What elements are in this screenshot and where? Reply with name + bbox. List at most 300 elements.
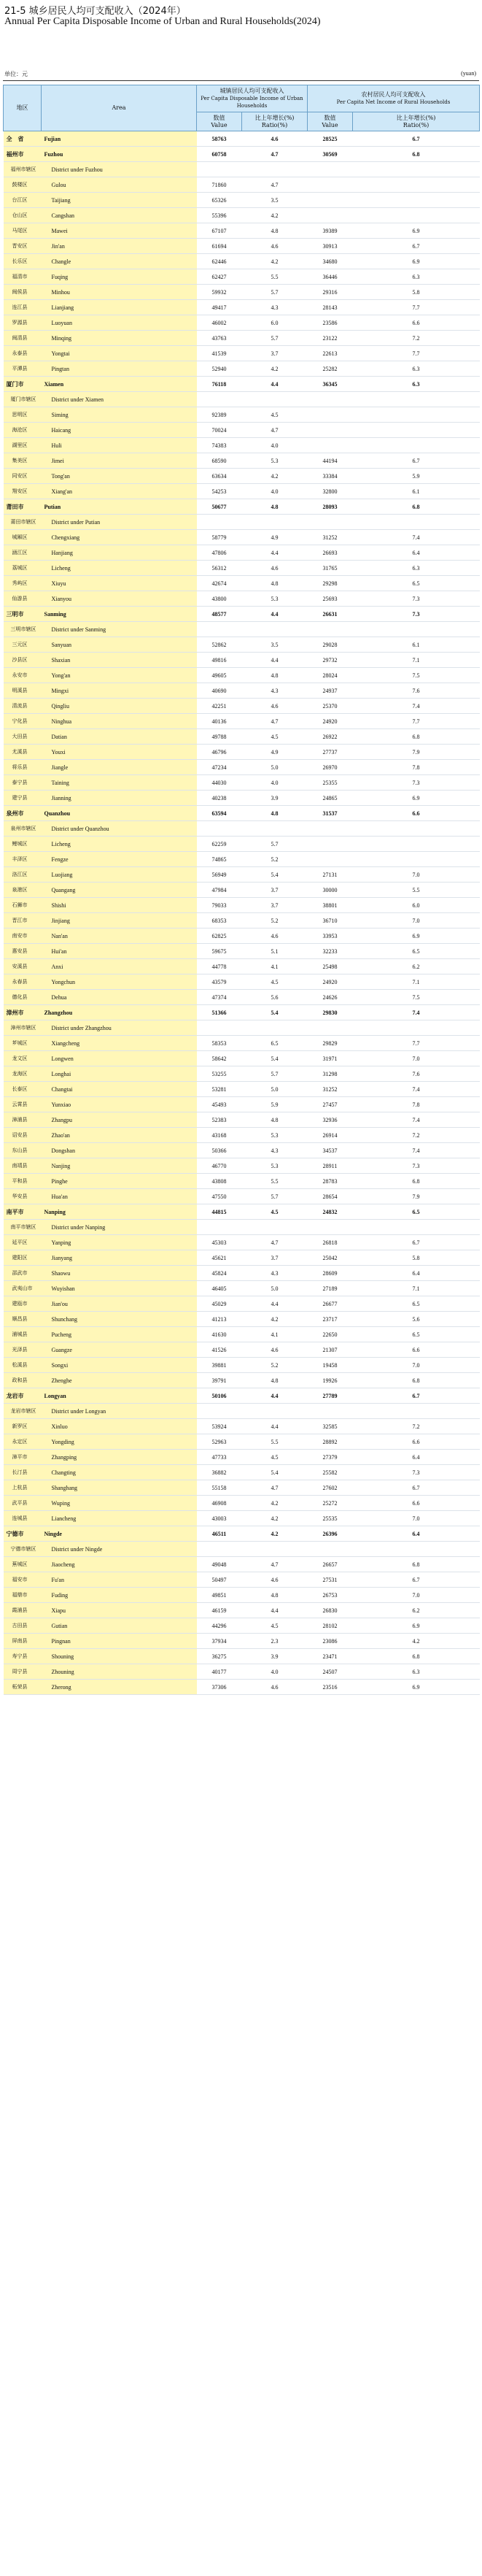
county-row [4, 1618, 480, 1634]
region-name-chinese: 南平市 [4, 1204, 42, 1220]
urban-growth-ratio: 5.7 [242, 837, 308, 852]
urban-income-value: 47234 [197, 760, 242, 775]
region-name-english: Gulou [42, 177, 197, 193]
urban-growth-ratio: 4.9 [242, 530, 308, 545]
urban-income-value: 68590 [197, 453, 242, 469]
urban-growth-ratio: 4.8 [242, 223, 308, 239]
urban-income-value: 76118 [197, 377, 242, 392]
urban-income-value [197, 821, 242, 837]
rural-income-value: 27379 [308, 1450, 353, 1465]
urban-growth-ratio: 5.4 [242, 1465, 308, 1480]
urban-growth-ratio: 4.8 [242, 1588, 308, 1603]
rural-growth-ratio [353, 177, 480, 193]
region-name-chinese: 安溪县 [4, 959, 42, 974]
urban-growth-ratio: 5.3 [242, 1158, 308, 1174]
rural-income-value: 25272 [308, 1496, 353, 1511]
region-name-english: District under Xiamen [42, 392, 197, 407]
rural-income-value: 34680 [308, 254, 353, 269]
county-row [4, 913, 480, 928]
region-name-english: Ninghua [42, 714, 197, 729]
rural-growth-ratio: 7.8 [353, 760, 480, 775]
urban-income-value: 46002 [197, 315, 242, 331]
county-row [4, 745, 480, 760]
urban-growth-ratio: 5.0 [242, 1281, 308, 1296]
urban-income-value: 58763 [197, 131, 242, 147]
county-row [4, 1296, 480, 1312]
urban-income-value: 41526 [197, 1342, 242, 1358]
county-row [4, 1588, 480, 1603]
county-row [4, 775, 480, 791]
region-name-chinese: 光泽县 [4, 1342, 42, 1358]
county-row [4, 269, 480, 285]
urban-income-value: 59932 [197, 285, 242, 300]
rural-growth-ratio: 6.3 [353, 269, 480, 285]
rural-income-value: 24920 [308, 974, 353, 990]
region-name-chinese: 新罗区 [4, 1419, 42, 1434]
rural-growth-ratio: 6.6 [353, 1342, 480, 1358]
rural-income-value: 26631 [308, 607, 353, 622]
region-name-chinese: 武平县 [4, 1496, 42, 1511]
urban-growth-ratio: 4.2 [242, 1526, 308, 1542]
urban-growth-ratio: 3.7 [242, 883, 308, 898]
rural-growth-ratio: 6.3 [353, 1664, 480, 1680]
rural-income-value: 24626 [308, 990, 353, 1005]
rural-income-value [308, 193, 353, 208]
urban-income-value: 40690 [197, 683, 242, 699]
region-name-chinese: 龙海区 [4, 1066, 42, 1082]
rural-income-value: 36345 [308, 377, 353, 392]
urban-growth-ratio [242, 515, 308, 530]
urban-income-value: 40238 [197, 791, 242, 806]
region-name-chinese: 全 省 [4, 131, 42, 147]
district-group-row [4, 392, 480, 407]
region-name-english: Yong'an [42, 668, 197, 683]
region-name-english: District under Nanping [42, 1220, 197, 1235]
urban-growth-ratio: 4.3 [242, 683, 308, 699]
region-name-english: Zhenghe [42, 1373, 197, 1388]
county-row [4, 1281, 480, 1296]
urban-growth-ratio: 5.7 [242, 331, 308, 346]
rural-income-value: 28609 [308, 1266, 353, 1281]
region-name-chinese: 永定区 [4, 1434, 42, 1450]
region-name-english: Nanping [42, 1204, 197, 1220]
region-name-english: Zherong [42, 1680, 197, 1695]
rural-income-value: 31298 [308, 1066, 353, 1082]
rural-growth-ratio: 6.9 [353, 1680, 480, 1695]
urban-growth-ratio: 4.5 [242, 974, 308, 990]
urban-growth-ratio: 5.6 [242, 990, 308, 1005]
urban-growth-ratio: 4.6 [242, 1680, 308, 1695]
county-row [4, 1066, 480, 1082]
rural-growth-ratio: 6.5 [353, 1327, 480, 1342]
rural-growth-ratio: 7.7 [353, 300, 480, 315]
table-title-chinese: 21-5 城乡居民人均可支配收入（2024年） [4, 6, 186, 17]
top-rule [3, 80, 479, 81]
urban-growth-ratio: 4.6 [242, 131, 308, 147]
region-name-chinese: 霞浦县 [4, 1603, 42, 1618]
urban-income-value: 58353 [197, 1036, 242, 1051]
urban-growth-ratio: 4.8 [242, 1112, 308, 1128]
urban-income-value: 59675 [197, 944, 242, 959]
rural-income-value: 26970 [308, 760, 353, 775]
region-name-english: Jiangle [42, 760, 197, 775]
region-name-chinese: 秀屿区 [4, 576, 42, 591]
rural-growth-ratio: 6.6 [353, 1434, 480, 1450]
rural-growth-ratio: 6.7 [353, 1388, 480, 1404]
rural-income-value: 25282 [308, 361, 353, 377]
rural-growth-ratio: 7.4 [353, 1005, 480, 1020]
rural-income-value: 44194 [308, 453, 353, 469]
urban-income-value: 37306 [197, 1680, 242, 1695]
urban-income-value: 43808 [197, 1174, 242, 1189]
region-name-chinese: 顺昌县 [4, 1312, 42, 1327]
table-title-english: Annual Per Capita Disposable Income of Urban and Rural Households(2024) [4, 16, 321, 27]
region-name-english: Xiuyu [42, 576, 197, 591]
rural-growth-ratio: 7.0 [353, 867, 480, 883]
rural-income-value: 28911 [308, 1158, 353, 1174]
region-header-chinese: 地区 [4, 85, 42, 131]
rural-growth-ratio: 4.2 [353, 1634, 480, 1649]
region-name-chinese: 武夷山市 [4, 1281, 42, 1296]
county-row [4, 576, 480, 591]
region-name-english: Yongtai [42, 346, 197, 361]
rural-income-value: 36446 [308, 269, 353, 285]
urban-growth-ratio: 3.9 [242, 1649, 308, 1664]
rural-income-value: 25693 [308, 591, 353, 607]
urban-income-value: 68353 [197, 913, 242, 928]
urban-growth-ratio: 4.3 [242, 1266, 308, 1281]
region-name-english: Yongchun [42, 974, 197, 990]
urban-growth-ratio: 3.7 [242, 898, 308, 913]
rural-growth-ratio: 6.9 [353, 791, 480, 806]
rural-growth-ratio: 6.1 [353, 484, 480, 499]
region-name-english: Dongshan [42, 1143, 197, 1158]
rural-income-value: 28783 [308, 1174, 353, 1189]
region-name-english: Fuding [42, 1588, 197, 1603]
rural-growth-ratio [353, 622, 480, 637]
region-name-chinese: 东山县 [4, 1143, 42, 1158]
urban-growth-ratio [242, 162, 308, 177]
region-name-chinese: 永安市 [4, 668, 42, 683]
region-name-english: District under Sanming [42, 622, 197, 637]
urban-income-value: 49417 [197, 300, 242, 315]
urban-income-value [197, 1020, 242, 1036]
rural-income-value [308, 407, 353, 423]
rural-growth-ratio: 7.7 [353, 346, 480, 361]
region-name-english: Fuqing [42, 269, 197, 285]
urban-growth-ratio: 5.9 [242, 1097, 308, 1112]
urban-income-value: 52940 [197, 361, 242, 377]
region-name-chinese: 福安市 [4, 1572, 42, 1588]
urban-income-value: 44296 [197, 1618, 242, 1634]
region-name-english: Longhai [42, 1066, 197, 1082]
rural-income-value: 26830 [308, 1603, 353, 1618]
rural-income-value: 22613 [308, 346, 353, 361]
urban-growth-ratio: 5.4 [242, 1005, 308, 1020]
urban-income-value: 60758 [197, 147, 242, 162]
rural-income-value: 27189 [308, 1281, 353, 1296]
rural-income-value: 25498 [308, 959, 353, 974]
urban-income-value: 62446 [197, 254, 242, 269]
region-name-chinese: 石狮市 [4, 898, 42, 913]
region-name-chinese: 闽清县 [4, 331, 42, 346]
rural-income-value: 29028 [308, 637, 353, 653]
urban-income-value: 41539 [197, 346, 242, 361]
urban-income-value: 74865 [197, 852, 242, 867]
rural-growth-ratio [353, 515, 480, 530]
region-name-chinese: 南平市辖区 [4, 1220, 42, 1235]
region-name-chinese: 泉州市 [4, 806, 42, 821]
urban-income-value [197, 162, 242, 177]
rural-income-value [308, 821, 353, 837]
urban-growth-ratio: 3.7 [242, 1250, 308, 1266]
rural-income-value: 26693 [308, 545, 353, 561]
county-row [4, 729, 480, 745]
urban-growth-ratio: 4.8 [242, 806, 308, 821]
urban-income-value: 43168 [197, 1128, 242, 1143]
region-name-english: District under Fuzhou [42, 162, 197, 177]
county-row [4, 407, 480, 423]
urban-growth-ratio: 4.8 [242, 576, 308, 591]
rural-growth-ratio: 6.4 [353, 545, 480, 561]
region-name-english: Hui'an [42, 944, 197, 959]
rural-growth-ratio: 7.3 [353, 1465, 480, 1480]
rural-growth-ratio: 7.4 [353, 530, 480, 545]
rural-growth-ratio [353, 392, 480, 407]
rural-income-value [308, 423, 353, 438]
region-name-english: Fuzhou [42, 147, 197, 162]
county-row [4, 637, 480, 653]
region-name-chinese: 延平区 [4, 1235, 42, 1250]
urban-growth-ratio: 4.2 [242, 208, 308, 223]
rural-growth-ratio: 7.9 [353, 1189, 480, 1204]
region-name-chinese: 明溪县 [4, 683, 42, 699]
county-row [4, 1634, 480, 1649]
urban-income-value: 51366 [197, 1005, 242, 1020]
urban-income-value: 67107 [197, 223, 242, 239]
urban-growth-ratio: 4.5 [242, 1450, 308, 1465]
rural-growth-ratio: 7.0 [353, 913, 480, 928]
rural-income-value: 28525 [308, 131, 353, 147]
rural-income-value: 28102 [308, 1618, 353, 1634]
region-name-chinese: 晋江市 [4, 913, 42, 928]
urban-income-value: 63594 [197, 806, 242, 821]
urban-income-value [197, 1404, 242, 1419]
region-name-english: Youxi [42, 745, 197, 760]
region-name-english: Longyan [42, 1388, 197, 1404]
county-row [4, 1266, 480, 1281]
region-name-english: Changtai [42, 1082, 197, 1097]
region-name-english: Quanzhou [42, 806, 197, 821]
rural-growth-ratio: 6.4 [353, 1526, 480, 1542]
region-name-chinese: 莆田市 [4, 499, 42, 515]
urban-income-value: 53255 [197, 1066, 242, 1082]
urban-growth-ratio: 3.7 [242, 346, 308, 361]
rural-income-value: 32936 [308, 1112, 353, 1128]
urban-income-value: 45824 [197, 1266, 242, 1281]
rural-growth-ratio: 6.4 [353, 1266, 480, 1281]
urban-income-value: 52383 [197, 1112, 242, 1128]
region-name-english: Xiapu [42, 1603, 197, 1618]
rural-growth-ratio: 7.4 [353, 699, 480, 714]
rural-income-value: 23717 [308, 1312, 353, 1327]
district-group-row [4, 821, 480, 837]
region-name-chinese: 翔安区 [4, 484, 42, 499]
rural-growth-ratio: 6.6 [353, 806, 480, 821]
urban-income-value: 79033 [197, 898, 242, 913]
rural-income-value [308, 392, 353, 407]
rural-growth-ratio: 7.5 [353, 990, 480, 1005]
urban-growth-ratio: 5.2 [242, 852, 308, 867]
county-row [4, 1450, 480, 1465]
region-name-chinese: 泰宁县 [4, 775, 42, 791]
rural-income-value: 24832 [308, 1204, 353, 1220]
rural-income-value: 31252 [308, 1082, 353, 1097]
urban-income-value: 43800 [197, 591, 242, 607]
rural-income-value: 31252 [308, 530, 353, 545]
urban-income-value: 46405 [197, 1281, 242, 1296]
rural-growth-ratio: 7.2 [353, 1419, 480, 1434]
county-row [4, 1373, 480, 1388]
urban-growth-ratio: 5.5 [242, 1174, 308, 1189]
region-name-chinese: 龙文区 [4, 1051, 42, 1066]
region-name-english: Hua'an [42, 1189, 197, 1204]
county-row [4, 346, 480, 361]
region-name-chinese: 同安区 [4, 469, 42, 484]
region-name-chinese: 宁化县 [4, 714, 42, 729]
rural-income-value: 27737 [308, 745, 353, 760]
city-row [4, 1005, 480, 1020]
county-row [4, 791, 480, 806]
urban-header-english: Per Capita Disposable Income of Urban Households [201, 96, 303, 109]
region-name-chinese: 福清市 [4, 269, 42, 285]
urban-growth-ratio: 5.3 [242, 1128, 308, 1143]
urban-growth-ratio: 4.5 [242, 729, 308, 745]
rural-income-value: 27457 [308, 1097, 353, 1112]
region-name-english: Xiamen [42, 377, 197, 392]
rural-growth-ratio: 6.3 [353, 361, 480, 377]
rural-growth-ratio: 7.1 [353, 1281, 480, 1296]
urban-growth-ratio: 4.2 [242, 254, 308, 269]
county-row [4, 223, 480, 239]
county-row [4, 1465, 480, 1480]
region-name-chinese: 长泰区 [4, 1082, 42, 1097]
rural-growth-ratio: 6.8 [353, 1557, 480, 1572]
region-name-chinese: 莆田市辖区 [4, 515, 42, 530]
county-row [4, 1496, 480, 1511]
urban-growth-ratio: 6.5 [242, 1036, 308, 1051]
rural-growth-ratio: 7.0 [353, 1511, 480, 1526]
rural-growth-ratio [353, 193, 480, 208]
region-name-chinese: 建阳区 [4, 1250, 42, 1266]
urban-income-value: 45493 [197, 1097, 242, 1112]
region-name-chinese: 上杭县 [4, 1480, 42, 1496]
region-name-chinese: 长乐区 [4, 254, 42, 269]
rural-income-value: 32233 [308, 944, 353, 959]
county-row [4, 1572, 480, 1588]
region-name-chinese: 邵武市 [4, 1266, 42, 1281]
urban-growth-ratio [242, 1404, 308, 1419]
region-name-english: Xiang'an [42, 484, 197, 499]
rural-growth-ratio: 7.8 [353, 1097, 480, 1112]
urban-growth-ratio: 4.0 [242, 775, 308, 791]
rural-income-value: 26657 [308, 1557, 353, 1572]
region-name-chinese: 三明市辖区 [4, 622, 42, 637]
urban-income-value: 46159 [197, 1603, 242, 1618]
region-name-english: Changle [42, 254, 197, 269]
urban-income-value: 92389 [197, 407, 242, 423]
region-name-chinese: 蕉城区 [4, 1557, 42, 1572]
rural-growth-ratio: 6.7 [353, 1572, 480, 1588]
urban-income-value: 45029 [197, 1296, 242, 1312]
rural-income-value: 26922 [308, 729, 353, 745]
region-name-english: Jian'ou [42, 1296, 197, 1312]
urban-income-value: 41630 [197, 1327, 242, 1342]
region-name-english: Zhangping [42, 1450, 197, 1465]
rural-income-value: 23586 [308, 315, 353, 331]
rural-growth-ratio: 7.3 [353, 591, 480, 607]
region-name-english: Datian [42, 729, 197, 745]
rural-growth-ratio: 6.8 [353, 147, 480, 162]
rural-growth-ratio: 6.7 [353, 1235, 480, 1250]
county-row [4, 1112, 480, 1128]
urban-income-value [197, 622, 242, 637]
region-name-chinese: 闽侯县 [4, 285, 42, 300]
rural-income-value: 26818 [308, 1235, 353, 1250]
rural-growth-ratio [353, 423, 480, 438]
urban-growth-ratio: 4.0 [242, 484, 308, 499]
urban-growth-ratio: 5.0 [242, 1082, 308, 1097]
region-name-english: Anxi [42, 959, 197, 974]
county-row [4, 530, 480, 545]
rural-income-value: 39389 [308, 223, 353, 239]
rural-growth-ratio: 6.8 [353, 1174, 480, 1189]
county-row [4, 699, 480, 714]
urban-income-value: 49788 [197, 729, 242, 745]
urban-income-value: 39881 [197, 1358, 242, 1373]
region-name-english: Zhangzhou [42, 1005, 197, 1020]
urban-growth-ratio: 4.4 [242, 377, 308, 392]
urban-income-value: 55396 [197, 208, 242, 223]
rural-growth-ratio: 6.5 [353, 944, 480, 959]
rural-growth-ratio: 6.4 [353, 1450, 480, 1465]
county-row [4, 1557, 480, 1572]
rural-growth-ratio: 6.2 [353, 959, 480, 974]
rural-income-header [308, 85, 480, 112]
rural-growth-ratio: 5.8 [353, 1250, 480, 1266]
county-row [4, 1327, 480, 1342]
rural-income-value: 32800 [308, 484, 353, 499]
urban-growth-ratio: 4.6 [242, 239, 308, 254]
rural-income-value: 24865 [308, 791, 353, 806]
rural-growth-ratio: 7.0 [353, 1051, 480, 1066]
region-name-chinese: 涵江区 [4, 545, 42, 561]
rural-income-value: 29829 [308, 1036, 353, 1051]
urban-growth-ratio: 4.5 [242, 1204, 308, 1220]
region-name-english: Shishi [42, 898, 197, 913]
region-name-chinese: 松溪县 [4, 1358, 42, 1373]
rural-growth-ratio [353, 1220, 480, 1235]
region-name-chinese: 漳浦县 [4, 1112, 42, 1128]
urban-growth-ratio: 5.1 [242, 944, 308, 959]
rural-income-value: 33953 [308, 928, 353, 944]
rural-growth-ratio: 6.6 [353, 1496, 480, 1511]
urban-income-value: 39791 [197, 1373, 242, 1388]
county-row [4, 1342, 480, 1358]
rural-growth-ratio: 6.9 [353, 928, 480, 944]
urban-income-value: 36275 [197, 1649, 242, 1664]
region-name-english: Gutian [42, 1618, 197, 1634]
